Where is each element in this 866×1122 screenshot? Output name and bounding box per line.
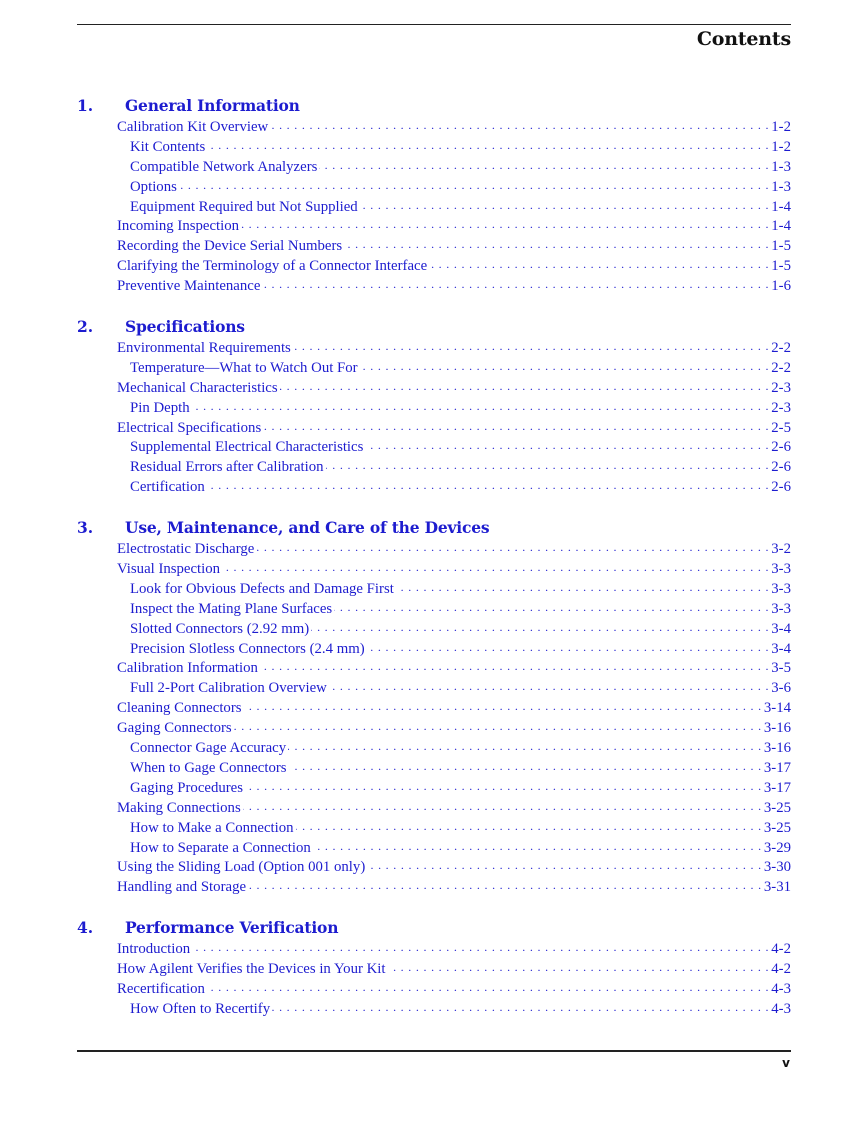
dot-leader bbox=[313, 838, 762, 852]
toc-entry[interactable] bbox=[77, 418, 791, 438]
toc-entry[interactable] bbox=[77, 959, 791, 979]
toc-entry[interactable] bbox=[77, 579, 791, 599]
dot-leader bbox=[280, 378, 770, 392]
footer-rule bbox=[77, 1050, 791, 1052]
toc-entry-label: Incoming Inspection bbox=[117, 218, 240, 235]
dot-leader bbox=[293, 338, 769, 352]
toc-entry-page: 3-14 bbox=[763, 700, 791, 717]
toc-entry-page: 3-25 bbox=[763, 819, 791, 836]
toc-entry-page: 1-5 bbox=[771, 238, 791, 255]
toc-entry-label: Recording the Device Serial Numbers bbox=[117, 238, 343, 255]
toc-entry[interactable] bbox=[77, 398, 791, 418]
toc-entry[interactable] bbox=[77, 177, 791, 197]
toc-entry-page: 2-6 bbox=[771, 479, 791, 496]
toc-entry-label: Kit Contents bbox=[130, 138, 206, 155]
toc-entry-label: How to Separate a Connection bbox=[130, 839, 311, 856]
toc-entry-page: 3-25 bbox=[763, 799, 791, 816]
toc-entry[interactable] bbox=[77, 477, 791, 497]
dot-leader bbox=[241, 216, 769, 230]
toc-entry[interactable] bbox=[77, 216, 791, 236]
dot-leader bbox=[289, 758, 762, 772]
dot-leader bbox=[365, 437, 769, 451]
toc-entry-page: 1-3 bbox=[771, 178, 791, 195]
toc-entry-label: Using the Sliding Load (Option 001 only) bbox=[117, 859, 366, 876]
toc-entry-page: 3-30 bbox=[763, 859, 791, 876]
toc-entry-page: 1-2 bbox=[771, 119, 791, 135]
toc-entry[interactable] bbox=[77, 256, 791, 276]
chapter-heading[interactable] bbox=[77, 518, 791, 538]
toc-entry-label: Electrical Specifications bbox=[117, 419, 262, 436]
dot-leader bbox=[207, 477, 769, 491]
toc-entry[interactable] bbox=[77, 658, 791, 678]
toc-entry-label: Connector Gage Accuracy bbox=[130, 740, 287, 757]
toc-entry-page: 2-2 bbox=[771, 340, 791, 357]
toc-entry-label: How Often to Recertify bbox=[130, 1000, 271, 1017]
toc-entry[interactable] bbox=[77, 818, 791, 838]
chapter-title: Performance Verification bbox=[125, 918, 339, 938]
toc-entry-label: Mechanical Characteristics bbox=[117, 379, 278, 396]
dot-leader bbox=[244, 698, 762, 712]
dot-leader bbox=[262, 276, 769, 290]
chapter-title: General Information bbox=[125, 96, 300, 115]
toc-entry[interactable] bbox=[77, 678, 791, 698]
toc-entry-label: Residual Errors after Calibration bbox=[130, 459, 324, 476]
toc-entry-page: 2-3 bbox=[771, 399, 791, 416]
toc-entry-page: 3-4 bbox=[771, 620, 791, 637]
toc-entry-label: Precision Slotless Connectors (2.4 mm) bbox=[130, 640, 365, 657]
toc-entry-page: 3-3 bbox=[771, 580, 791, 597]
toc-entry[interactable] bbox=[77, 999, 791, 1019]
toc-entry-page: 1-4 bbox=[771, 198, 791, 215]
chapter-title: Use, Maintenance, and Care of the Devices bbox=[125, 518, 490, 538]
toc-entry-label: Pin Depth bbox=[130, 399, 190, 416]
dot-leader bbox=[192, 939, 769, 953]
toc-entry-label: Introduction bbox=[117, 941, 191, 958]
toc-entry[interactable] bbox=[77, 838, 791, 858]
dot-leader bbox=[260, 658, 769, 672]
dot-leader bbox=[245, 778, 762, 792]
toc-entry-page: 3-5 bbox=[771, 660, 791, 677]
toc-entry[interactable] bbox=[77, 939, 791, 959]
dot-leader bbox=[360, 197, 770, 211]
chapter-heading[interactable] bbox=[77, 918, 791, 938]
toc-entry-label: Equipment Required but Not Supplied bbox=[130, 198, 358, 215]
toc-entry-label: Making Connections bbox=[117, 799, 241, 816]
toc-entry-label: Gaging Procedures bbox=[130, 779, 243, 796]
toc-entry-page: 1-5 bbox=[771, 258, 791, 275]
dot-leader bbox=[326, 457, 770, 471]
chapter-number: 3. bbox=[77, 518, 94, 538]
toc-entry[interactable] bbox=[77, 877, 791, 897]
dot-leader bbox=[367, 639, 770, 653]
toc-entry-label: Clarifying the Terminology of a Connector Interface bbox=[117, 258, 428, 275]
toc-entry[interactable] bbox=[77, 798, 791, 818]
toc-entry-label: Calibration Information bbox=[117, 660, 258, 677]
dot-leader bbox=[256, 539, 769, 553]
toc-entry-label: Compatible Network Analyzers bbox=[130, 158, 318, 175]
toc-entry[interactable] bbox=[77, 738, 791, 758]
toc-entry-label: Look for Obvious Defects and Damage First bbox=[130, 580, 394, 597]
dot-leader bbox=[270, 117, 769, 131]
chapter-number: 2. bbox=[77, 317, 94, 337]
toc-entry[interactable] bbox=[77, 559, 791, 579]
toc-entry-label: When to Gage Connectors bbox=[130, 759, 287, 776]
toc-entry[interactable] bbox=[77, 539, 791, 559]
toc-entry-page: 1-6 bbox=[771, 278, 791, 295]
dot-leader bbox=[334, 599, 769, 613]
toc-entry-label: How to Make a Connection bbox=[130, 819, 294, 836]
toc-entry-page: 4-2 bbox=[771, 961, 791, 978]
dot-leader bbox=[288, 738, 762, 752]
toc-entry-page: 2-6 bbox=[771, 439, 791, 456]
chapter-heading[interactable] bbox=[77, 96, 791, 116]
toc-entry-page: 2-5 bbox=[771, 419, 791, 436]
toc-entry[interactable] bbox=[77, 338, 791, 358]
toc-entry-label: Calibration Kit Overview bbox=[117, 119, 269, 135]
toc-entry[interactable] bbox=[77, 979, 791, 999]
toc-entry-label: Options bbox=[130, 178, 177, 195]
toc-chapter bbox=[77, 317, 791, 497]
toc-entry-label: Gaging Connectors bbox=[117, 720, 232, 737]
toc-entry-label: Slotted Connectors (2.92 mm) bbox=[130, 620, 310, 637]
chapter-number: 1. bbox=[77, 96, 94, 115]
toc-entry-page: 3-17 bbox=[763, 759, 791, 776]
page-number: v bbox=[782, 1056, 790, 1070]
toc-entry-page: 4-3 bbox=[771, 980, 791, 997]
toc-entry[interactable] bbox=[77, 857, 791, 877]
toc-entry-page: 3-31 bbox=[763, 879, 791, 896]
toc-entry-label: Inspect the Mating Plane Surfaces bbox=[130, 600, 333, 617]
header-rule bbox=[77, 24, 791, 25]
toc-entry[interactable] bbox=[77, 157, 791, 177]
dot-leader bbox=[360, 358, 770, 372]
toc-entry-label: Full 2-Port Calibration Overview bbox=[130, 680, 327, 697]
toc-entry[interactable] bbox=[77, 639, 791, 659]
dot-leader bbox=[388, 959, 770, 973]
dot-leader bbox=[429, 256, 769, 270]
dot-leader bbox=[263, 418, 769, 432]
toc-entry[interactable] bbox=[77, 457, 791, 477]
dot-leader bbox=[367, 857, 762, 871]
chapter-title: Specifications bbox=[125, 317, 245, 337]
toc-chapter bbox=[77, 518, 791, 897]
toc-entry-label: Supplemental Electrical Characteristics bbox=[130, 439, 364, 456]
toc-entry[interactable] bbox=[77, 236, 791, 256]
toc-entry[interactable] bbox=[77, 778, 791, 798]
toc-entry-page: 3-6 bbox=[771, 680, 791, 697]
toc-entry[interactable] bbox=[77, 758, 791, 778]
toc-entry-label: Recertification bbox=[117, 980, 205, 997]
toc-entry-page: 3-3 bbox=[771, 561, 791, 578]
page-title: Contents bbox=[696, 28, 791, 50]
toc-entry[interactable] bbox=[77, 437, 791, 457]
table-of-contents bbox=[77, 96, 791, 1040]
toc-entry-page: 1-4 bbox=[771, 218, 791, 235]
dot-leader bbox=[344, 236, 769, 250]
toc-entry-page: 3-17 bbox=[763, 779, 791, 796]
toc-entry[interactable] bbox=[77, 378, 791, 398]
toc-entry-label: Temperature—What to Watch Out For bbox=[130, 359, 358, 376]
dot-leader bbox=[207, 137, 769, 151]
toc-entry-label: Handling and Storage bbox=[117, 879, 247, 896]
dot-leader bbox=[207, 979, 769, 993]
toc-entry[interactable] bbox=[77, 698, 791, 718]
toc-entry-page: 3-16 bbox=[763, 740, 791, 757]
toc-entry-page: 2-2 bbox=[771, 359, 791, 376]
dot-leader bbox=[319, 157, 769, 171]
toc-entry-page: 2-6 bbox=[771, 459, 791, 476]
dot-leader bbox=[329, 678, 769, 692]
dot-leader bbox=[248, 877, 762, 891]
toc-entry-page: 4-2 bbox=[771, 941, 791, 958]
toc-entry[interactable] bbox=[77, 599, 791, 619]
dot-leader bbox=[234, 718, 762, 732]
dot-leader bbox=[222, 559, 769, 573]
dot-leader bbox=[192, 398, 770, 412]
chapter-number: 4. bbox=[77, 918, 94, 938]
toc-entry-label: Certification bbox=[130, 479, 205, 496]
toc-entry-page: 1-3 bbox=[771, 158, 791, 175]
toc-entry-label: How Agilent Verifies the Devices in Your Kit bbox=[117, 961, 386, 978]
dot-leader bbox=[179, 177, 769, 191]
chapter-heading[interactable] bbox=[77, 317, 791, 337]
toc-entry-page: 2-3 bbox=[771, 379, 791, 396]
toc-entry-label: Cleaning Connectors bbox=[117, 700, 242, 717]
dot-leader bbox=[396, 579, 769, 593]
toc-entry-page: 1-2 bbox=[771, 138, 791, 155]
toc-entry-label: Visual Inspection bbox=[117, 561, 221, 578]
toc-entry[interactable] bbox=[77, 718, 791, 738]
toc-entry-label: Environmental Requirements bbox=[117, 340, 291, 357]
toc-entry-label: Electrostatic Discharge bbox=[117, 541, 255, 558]
dot-leader bbox=[296, 818, 762, 832]
toc-entry[interactable] bbox=[77, 358, 791, 378]
toc-entry[interactable] bbox=[77, 276, 791, 296]
dot-leader bbox=[311, 619, 769, 633]
toc-entry-page: 3-4 bbox=[771, 640, 791, 657]
toc-entry-page: 3-29 bbox=[763, 839, 791, 856]
toc-entry-page: 4-3 bbox=[771, 1000, 791, 1017]
toc-entry[interactable] bbox=[77, 619, 791, 639]
toc-entry[interactable] bbox=[77, 137, 791, 157]
toc-chapter bbox=[77, 918, 791, 1019]
toc-chapter bbox=[77, 96, 791, 296]
toc-entry[interactable] bbox=[77, 197, 791, 217]
dot-leader bbox=[243, 798, 762, 812]
toc-entry[interactable] bbox=[77, 117, 791, 137]
toc-entry-page: 3-3 bbox=[771, 600, 791, 617]
toc-entry-page: 3-2 bbox=[771, 541, 791, 558]
toc-entry-page: 3-16 bbox=[763, 720, 791, 737]
dot-leader bbox=[272, 999, 769, 1013]
toc-entry-label: Preventive Maintenance bbox=[117, 278, 261, 295]
